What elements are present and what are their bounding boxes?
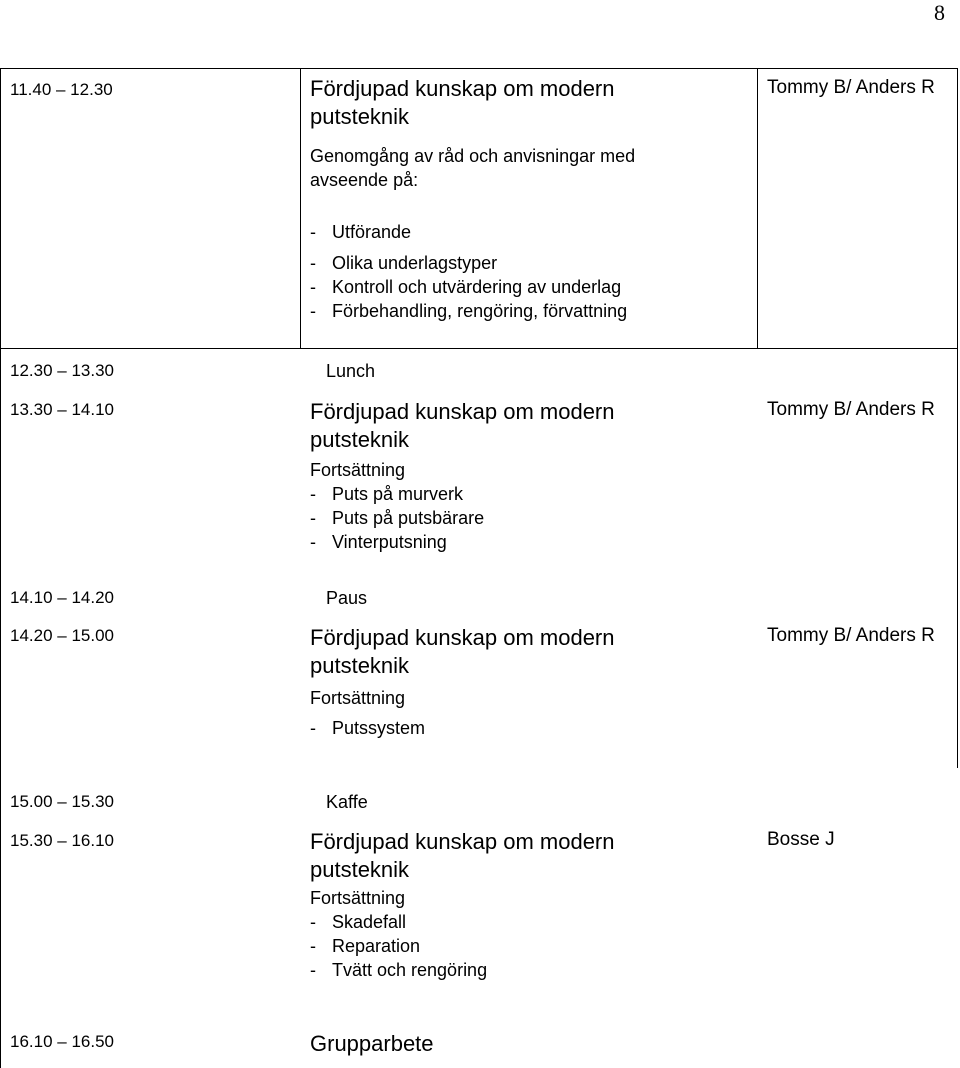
time-cell: 13.30 – 14.10 — [10, 400, 114, 419]
list-item: - Puts på murverk — [310, 484, 464, 504]
group-work-label: Grupparbete — [310, 1031, 434, 1056]
session-intro: Fortsättning — [310, 460, 406, 480]
break-label: Paus — [326, 588, 368, 608]
time-cell: 11.40 – 12.30 — [10, 80, 113, 99]
session-cell — [310, 398, 710, 554]
time-cell: 16.10 – 16.50 — [10, 1032, 114, 1051]
session-cell — [310, 828, 710, 982]
session-cell — [310, 75, 710, 323]
table-border-right — [957, 68, 958, 768]
column-divider-1 — [300, 68, 301, 348]
time-cell: 14.10 – 14.20 — [10, 588, 114, 607]
list-item: - Reparation — [310, 936, 421, 956]
list-item: - Olika underlagstyper — [310, 253, 498, 273]
presenter-cell: Bosse J — [767, 829, 835, 850]
presenter-cell: Tommy B/ Anders R — [767, 77, 935, 98]
session-items — [310, 220, 710, 323]
session-title: Fördjupad kunskap om modern putsteknik — [310, 829, 615, 882]
session-intro: Fortsättning — [310, 688, 406, 708]
session-title: Fördjupad kunskap om modern putsteknik — [310, 76, 615, 129]
session-intro: Genomgång av råd och anvisningar med avseende på: — [310, 146, 636, 190]
list-item: - Kontroll och utvärdering av underlag — [310, 277, 622, 297]
list-item: - Skadefall — [310, 912, 407, 932]
presenter-cell: Tommy B/ Anders R — [767, 399, 935, 420]
session-title: Fördjupad kunskap om modern putsteknik — [310, 625, 615, 678]
list-item: - Vinterputsning — [310, 532, 447, 552]
time-cell: 15.00 – 15.30 — [10, 792, 114, 811]
session-items — [310, 482, 710, 554]
list-item: - Tvätt och rengöring — [310, 960, 488, 980]
time-cell: 12.30 – 13.30 — [10, 361, 114, 380]
session-items — [310, 910, 710, 982]
break-label: Lunch — [326, 361, 376, 381]
list-item: - Putssystem — [310, 718, 426, 738]
break-label: Kaffe — [326, 792, 368, 812]
schedule-table — [0, 68, 958, 1068]
session-items — [310, 716, 710, 740]
session-cell — [310, 624, 710, 740]
time-cell: 15.30 – 16.10 — [10, 831, 114, 850]
table-border-top — [0, 68, 958, 69]
table-border-left — [0, 68, 1, 1068]
list-item: - Puts på putsbärare — [310, 508, 485, 528]
session-title: Fördjupad kunskap om modern putsteknik — [310, 399, 615, 452]
list-item: - Utförande — [310, 222, 412, 242]
list-item: - Förbehandling, rengöring, förvattning — [310, 301, 628, 321]
presenter-cell: Tommy B/ Anders R — [767, 625, 935, 646]
session-intro: Fortsättning — [310, 888, 406, 908]
row-divider — [0, 348, 958, 349]
page-number: 8 — [934, 0, 945, 25]
time-cell: 14.20 – 15.00 — [10, 626, 114, 645]
column-divider-2 — [757, 68, 758, 348]
